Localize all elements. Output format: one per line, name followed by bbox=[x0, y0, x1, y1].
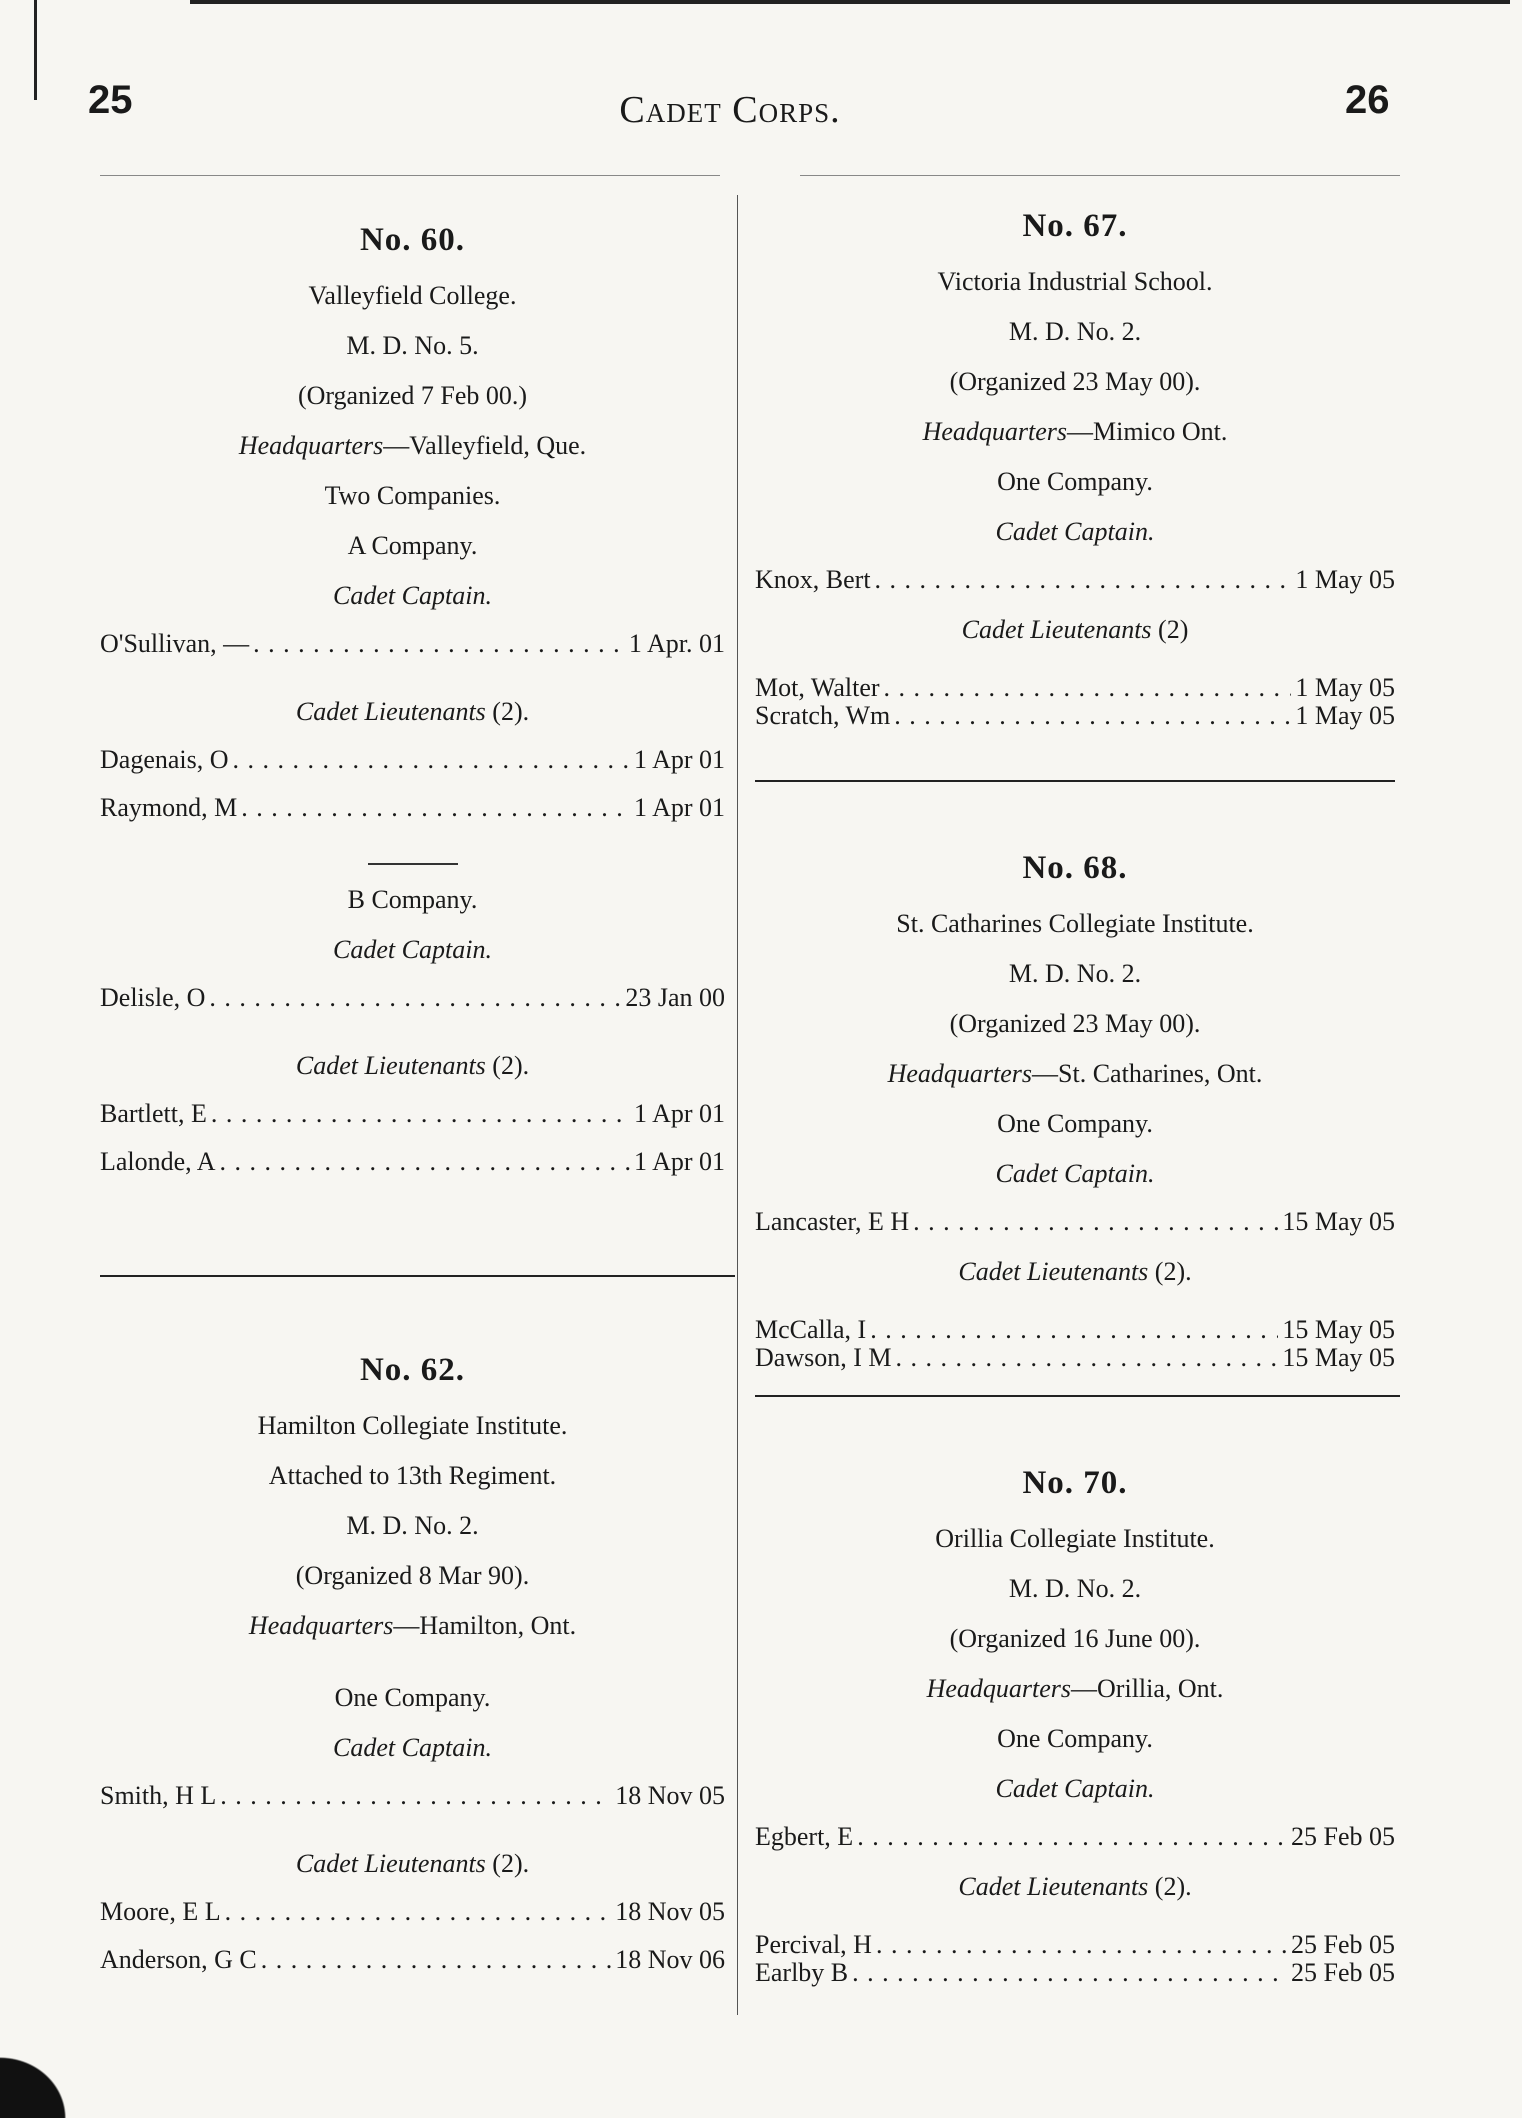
section-separator bbox=[755, 1395, 1400, 1397]
section-title: No. 68. bbox=[1022, 850, 1128, 886]
lieutenants-heading bbox=[100, 697, 725, 727]
commission-date: 15 May 05 bbox=[1282, 1207, 1395, 1236]
school-name: Hamilton Collegiate Institute. bbox=[257, 1411, 568, 1440]
leader-dots bbox=[220, 1781, 611, 1811]
officer-name: Percival, H bbox=[755, 1930, 872, 1959]
officer-name: Raymond, M bbox=[100, 793, 238, 822]
officer-name: O'Sullivan, — bbox=[100, 629, 250, 658]
headquarters-value: —Orillia, Ont. bbox=[1071, 1674, 1224, 1703]
officer-row bbox=[755, 673, 1395, 703]
organized-date: (Organized 23 May 00). bbox=[949, 367, 1201, 396]
officer-row bbox=[755, 1960, 1395, 1986]
leader-dots bbox=[261, 1945, 612, 1975]
headquarters bbox=[100, 1611, 725, 1641]
officer-row bbox=[755, 703, 1395, 729]
section-no-68 bbox=[755, 850, 1395, 1371]
officer-name: Bartlett, E bbox=[100, 1099, 207, 1128]
section-title: No. 70. bbox=[1022, 1465, 1128, 1501]
officer-row bbox=[100, 745, 725, 775]
organized-date: (Organized 23 May 00). bbox=[949, 1009, 1201, 1038]
headquarters bbox=[755, 1674, 1395, 1704]
lieutenants-label: Cadet Lieutenants bbox=[961, 615, 1152, 644]
lieutenants-count: (2). bbox=[1154, 1872, 1192, 1901]
headquarters-label: Headquarters bbox=[887, 1059, 1033, 1088]
school-name: Victoria Industrial School. bbox=[937, 267, 1213, 296]
lieutenants-count: (2). bbox=[492, 697, 530, 726]
headquarters-label: Headquarters bbox=[248, 1611, 394, 1640]
lieutenants-heading bbox=[100, 1849, 725, 1879]
commission-date: 1 Apr 01 bbox=[634, 745, 725, 774]
headquarters-value: —Mimico Ont. bbox=[1067, 417, 1228, 446]
commission-date: 25 Feb 05 bbox=[1291, 1822, 1395, 1851]
leader-dots bbox=[870, 1315, 1278, 1345]
school-name: Valleyfield College. bbox=[308, 281, 517, 310]
officer-name: McCalla, I bbox=[755, 1315, 867, 1344]
leader-dots bbox=[913, 1207, 1278, 1237]
commission-date: 15 May 05 bbox=[1282, 1315, 1395, 1344]
officer-name: Lalonde, A bbox=[100, 1147, 216, 1176]
officer-row bbox=[100, 983, 725, 1013]
officer-row bbox=[100, 1099, 725, 1129]
commission-date: 1 May 05 bbox=[1295, 673, 1395, 702]
officer-row bbox=[100, 1147, 725, 1177]
officer-row bbox=[755, 1207, 1395, 1237]
officer-name: Knox, Bert bbox=[755, 565, 871, 594]
lieutenants-label: Cadet Lieutenants bbox=[295, 1051, 486, 1080]
military-district: M. D. No. 2. bbox=[1008, 959, 1142, 988]
leader-dots bbox=[857, 1822, 1287, 1852]
top-rule-left bbox=[100, 175, 720, 176]
leader-dots bbox=[894, 703, 1291, 729]
headquarters-value: —St. Catharines, Ont. bbox=[1032, 1059, 1263, 1088]
captain-heading: Cadet Captain. bbox=[333, 1733, 492, 1762]
headquarters-label: Headquarters bbox=[922, 417, 1068, 446]
commission-date: 1 Apr 01 bbox=[634, 793, 725, 822]
scan-shadow bbox=[0, 1998, 130, 2118]
captain-heading: Cadet Captain. bbox=[995, 1159, 1155, 1188]
commission-date: 1 Apr 01 bbox=[634, 1099, 725, 1128]
headquarters bbox=[755, 1059, 1395, 1089]
leader-dots bbox=[253, 629, 625, 659]
officer-name: Earlby B bbox=[755, 1958, 849, 1987]
commission-date: 1 May 05 bbox=[1295, 701, 1395, 730]
organized-date: (Organized 8 Mar 90). bbox=[295, 1561, 530, 1590]
commission-date: 23 Jan 00 bbox=[625, 983, 725, 1012]
headquarters-value: —Hamilton, Ont. bbox=[393, 1611, 577, 1640]
running-head: Cadet Corps. bbox=[619, 89, 841, 131]
lieutenants-heading bbox=[755, 1872, 1395, 1902]
lieutenants-count: (2). bbox=[492, 1849, 530, 1878]
company-count: One Company. bbox=[997, 1724, 1153, 1753]
headquarters-label: Headquarters bbox=[926, 1674, 1072, 1703]
military-district: M. D. No. 2. bbox=[346, 1511, 479, 1540]
officer-name: Delisle, O bbox=[100, 983, 206, 1012]
section-no-62 bbox=[100, 1352, 725, 1975]
lieutenants-heading bbox=[100, 1051, 725, 1081]
officer-name: Scratch, Wm bbox=[755, 701, 891, 730]
lieutenants-label: Cadet Lieutenants bbox=[295, 1849, 486, 1878]
officer-name: Dawson, I M bbox=[755, 1343, 892, 1372]
officer-row bbox=[100, 1897, 725, 1927]
lieutenants-count: (2). bbox=[492, 1051, 530, 1080]
leader-dots bbox=[220, 1147, 630, 1177]
section-title: No. 60. bbox=[359, 222, 466, 258]
commission-date: 18 Nov 05 bbox=[615, 1897, 725, 1926]
officer-row bbox=[755, 1822, 1395, 1852]
captain-heading: Cadet Captain. bbox=[333, 935, 492, 964]
school-name: Orillia Collegiate Institute. bbox=[935, 1524, 1215, 1553]
leader-dots bbox=[225, 1897, 612, 1927]
leader-dots bbox=[852, 1960, 1287, 1986]
top-rule-right bbox=[800, 175, 1400, 176]
officer-row bbox=[755, 565, 1395, 595]
officer-name: Moore, E L bbox=[100, 1897, 221, 1926]
section-no-70 bbox=[755, 1465, 1395, 1986]
section-separator bbox=[755, 780, 1395, 782]
headquarters-value: —Valleyfield, Que. bbox=[383, 431, 587, 460]
school-name: St. Catharines Collegiate Institute. bbox=[896, 909, 1254, 938]
officer-name: Egbert, E bbox=[755, 1822, 854, 1851]
officer-row bbox=[100, 793, 725, 823]
commission-date: 18 Nov 05 bbox=[615, 1781, 725, 1810]
lieutenants-count: (2). bbox=[1154, 1257, 1192, 1286]
officer-row bbox=[755, 1345, 1395, 1371]
leader-dots bbox=[884, 673, 1292, 703]
company-separator bbox=[368, 863, 458, 865]
headquarters-label: Headquarters bbox=[238, 431, 384, 460]
leader-dots bbox=[876, 1930, 1287, 1960]
commission-date: 1 May 05 bbox=[1295, 565, 1395, 594]
section-no-60 bbox=[100, 222, 725, 1177]
section-title: No. 67. bbox=[1022, 208, 1128, 244]
section-title: No. 62. bbox=[359, 1352, 466, 1388]
officer-row bbox=[755, 1930, 1395, 1960]
column-divider bbox=[737, 195, 738, 2015]
commission-date: 15 May 05 bbox=[1282, 1343, 1395, 1372]
headquarters bbox=[100, 431, 725, 461]
company-count: Two Companies. bbox=[324, 481, 501, 510]
section-separator bbox=[100, 1275, 735, 1277]
page-number-left: 25 bbox=[88, 78, 133, 122]
company-count: One Company. bbox=[334, 1683, 491, 1712]
officer-name: Lancaster, E H bbox=[755, 1207, 910, 1236]
commission-date: 25 Feb 05 bbox=[1291, 1930, 1395, 1959]
lieutenants-label: Cadet Lieutenants bbox=[958, 1872, 1149, 1901]
organized-date: (Organized 16 June 00). bbox=[949, 1624, 1201, 1653]
military-district: M. D. No. 5. bbox=[346, 331, 479, 360]
officer-row bbox=[100, 1945, 725, 1975]
section-no-67 bbox=[755, 208, 1395, 729]
officer-row bbox=[100, 1781, 725, 1811]
company-count: One Company. bbox=[997, 1109, 1153, 1138]
headquarters bbox=[755, 417, 1395, 447]
officer-row bbox=[755, 1315, 1395, 1345]
commission-date: 1 Apr. 01 bbox=[628, 629, 725, 658]
leader-dots bbox=[875, 565, 1292, 595]
military-district: M. D. No. 2. bbox=[1008, 1574, 1142, 1603]
captain-heading: Cadet Captain. bbox=[995, 517, 1155, 546]
lieutenants-label: Cadet Lieutenants bbox=[295, 697, 486, 726]
military-district: M. D. No. 2. bbox=[1008, 317, 1142, 346]
page-number-right: 26 bbox=[1345, 78, 1390, 122]
captain-heading: Cadet Captain. bbox=[995, 1774, 1155, 1803]
lieutenants-heading bbox=[755, 1257, 1395, 1287]
leader-dots bbox=[209, 983, 621, 1013]
lieutenants-count: (2) bbox=[1158, 615, 1189, 644]
officer-name: Smith, H L bbox=[100, 1781, 217, 1810]
commission-date: 1 Apr 01 bbox=[634, 1147, 725, 1176]
officer-row bbox=[100, 629, 725, 659]
officer-name: Mot, Walter bbox=[755, 673, 880, 702]
company-heading-a: A Company. bbox=[347, 531, 478, 560]
lieutenants-label: Cadet Lieutenants bbox=[958, 1257, 1149, 1286]
attachment-note: Attached to 13th Regiment. bbox=[268, 1461, 557, 1490]
lieutenants-heading bbox=[755, 615, 1395, 645]
commission-date: 25 Feb 05 bbox=[1291, 1958, 1395, 1987]
company-count: One Company. bbox=[997, 467, 1153, 496]
leader-dots bbox=[241, 793, 630, 823]
captain-heading: Cadet Captain. bbox=[333, 581, 492, 610]
page-edge-left bbox=[34, 0, 37, 100]
leader-dots bbox=[211, 1099, 630, 1129]
leader-dots bbox=[233, 745, 630, 775]
company-heading-b: B Company. bbox=[347, 885, 478, 914]
officer-name: Dagenais, O bbox=[100, 745, 229, 774]
commission-date: 18 Nov 06 bbox=[615, 1945, 725, 1974]
officer-name: Anderson, G C bbox=[100, 1945, 257, 1974]
page-edge-top bbox=[190, 0, 1510, 4]
organized-date: (Organized 7 Feb 00.) bbox=[297, 381, 528, 410]
leader-dots bbox=[896, 1345, 1279, 1371]
